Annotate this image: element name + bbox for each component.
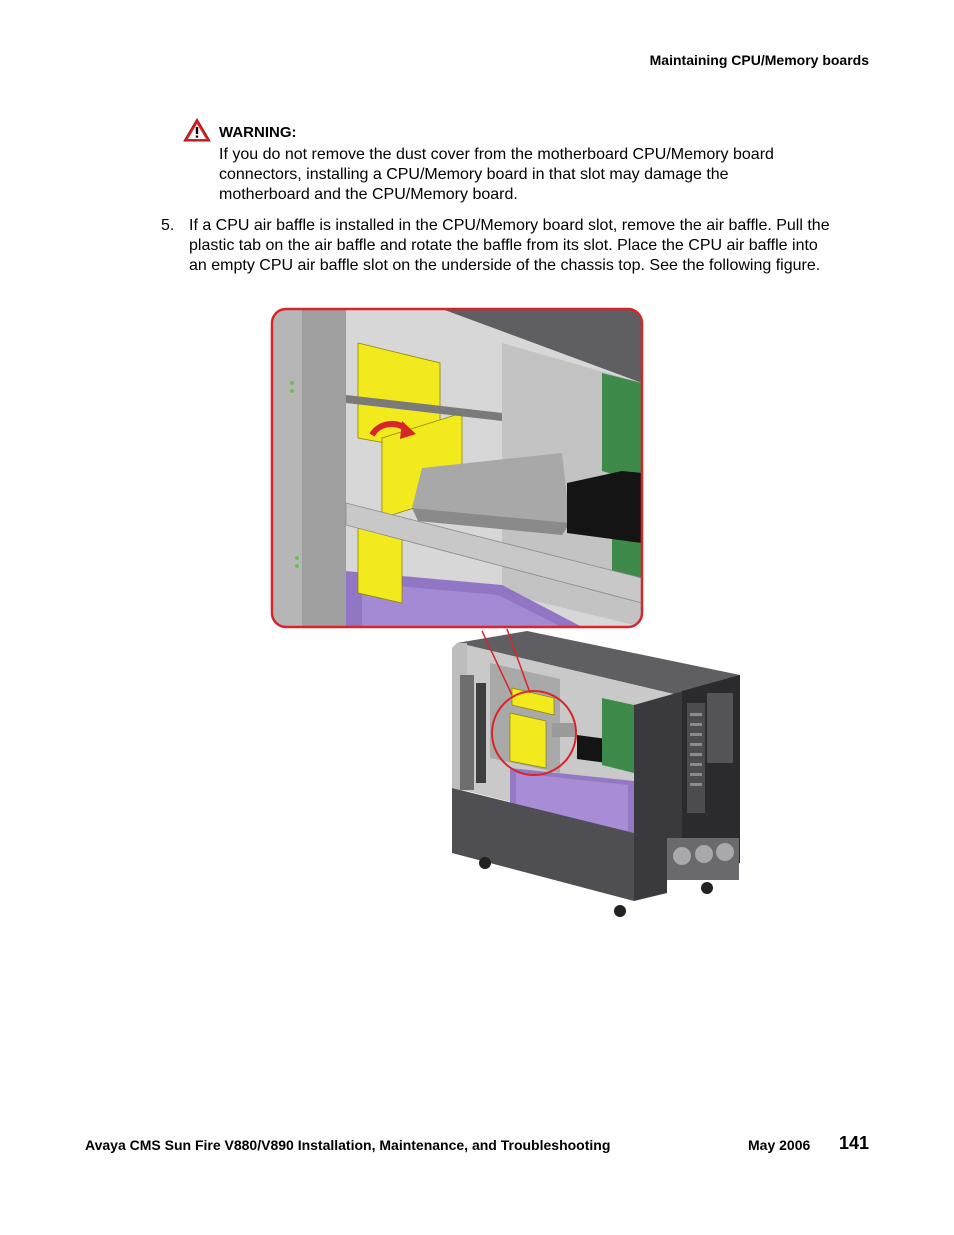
- step-number: 5.: [161, 217, 175, 234]
- detail-view-illustration: [272, 309, 642, 627]
- warning-body: If you do not remove the dust cover from the motherboard CPU/Memory board connectors, installing a CPU/Memory board in that slot may damage the motherboard and the CPU/Memory board.: [219, 146, 774, 203]
- footer-document-title: Avaya CMS Sun Fire V880/V890 Installation, Maintenance, and Troubleshooting: [85, 1137, 611, 1153]
- page-number: 141: [839, 1133, 870, 1153]
- warning-title: WARNING:: [219, 124, 297, 141]
- running-header: Maintaining CPU/Memory boards: [649, 52, 869, 68]
- footer-date: May 2006: [748, 1137, 811, 1153]
- server-chassis-illustration: [452, 631, 740, 917]
- air-baffle-removal-figure: [262, 303, 752, 928]
- warning-triangle-icon: [183, 118, 211, 142]
- step-text: If a CPU air baffle is installed in the CPU/Memory board slot, remove the air baffle. Pull the plastic tab on the air baffle and rotate the baffle from its slot. Place the CPU air baffle into an empty CPU air baffle slot on the underside of the chassis top. See the following figure.: [189, 217, 830, 274]
